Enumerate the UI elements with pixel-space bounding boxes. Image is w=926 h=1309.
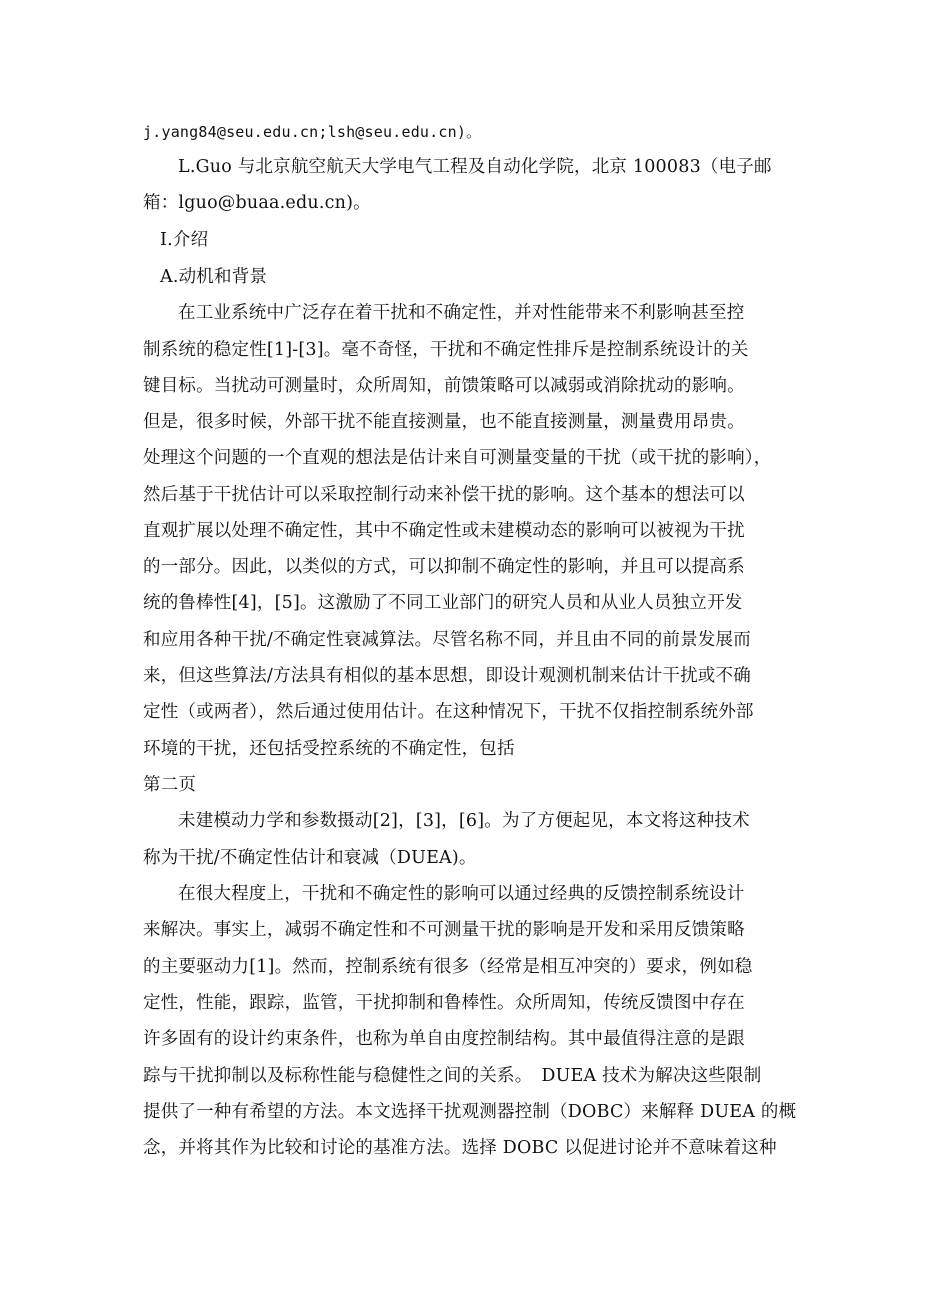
paragraph-line: 念，并将其作为比较和讨论的基准方法。选择 DOBC 以促进讨论并不意味着这种 <box>143 1138 777 1158</box>
paragraph-line: 许多固有的设计约束条件，也称为单自由度控制结构。其中最值得注意的是跟 <box>143 1029 745 1049</box>
paragraph-line: 然后基于干扰估计可以采取控制行动来补偿干扰的影响。这个基本的想法可以 <box>143 485 745 505</box>
paragraph-line: 环境的干扰，还包括受控系统的不确定性，包括 <box>143 739 515 759</box>
paragraph-line: 键目标。当扰动可测量时，众所周知，前馈策略可以减弱或消除扰动的影响。 <box>143 376 745 396</box>
affiliation-line: 箱：lguo@buaa.edu.cn)。 <box>143 193 371 213</box>
paragraph-line: 定性（或两者），然后通过使用估计。在这种情况下，干扰不仅指控制系统外部 <box>143 702 754 722</box>
affiliation-line: L.Guo 与北京航空航天大学电气工程及自动化学院，北京 100083（电子邮 <box>178 157 772 177</box>
subsection-heading: A.动机和背景 <box>160 267 268 287</box>
paragraph-line: 统的鲁棒性[4]，[5]。这激励了不同工业部门的研究人员和从业人员独立开发 <box>143 593 743 613</box>
paragraph-line: 处理这个问题的一个直观的想法是估计来自可测量变量的干扰（或干扰的影响）， <box>143 448 772 468</box>
section-heading: I.介绍 <box>160 230 209 250</box>
paragraph-line: 的一部分。因此，以类似的方式，可以抑制不确定性的影响，并且可以提高系 <box>143 557 745 577</box>
paragraph-line: 踪与干扰抑制以及标称性能与稳健性之间的关系。 DUEA 技术为解决这些限制 <box>143 1066 762 1086</box>
paragraph-line: 来，但这些算法/方法具有相似的基本思想，即设计观测机制来估计干扰或不确 <box>143 666 751 686</box>
page-marker: 第二页 <box>143 775 197 795</box>
paragraph-line: 但是，很多时候，外部干扰不能直接测量，也不能直接测量，测量费用昂贵。 <box>143 412 745 432</box>
paragraph-line: 在很大程度上，干扰和不确定性的影响可以通过经典的反馈控制系统设计 <box>178 884 745 904</box>
paragraph-line: 和应用各种干扰/不确定性衰减算法。尽管名称不同，并且由不同的前景发展而 <box>143 630 751 650</box>
paragraph-line: 在工业系统中广泛存在着干扰和不确定性，并对性能带来不利影响甚至控 <box>178 303 745 323</box>
paragraph-line: 未建模动力学和参数摄动[2]，[3]，[6]。为了方便起见，本文将这种技术 <box>178 811 750 831</box>
paragraph-line: 制系统的稳定性[1]-[3]。毫不奇怪，干扰和不确定性排斥是控制系统设计的关 <box>143 340 749 360</box>
paragraph-line: 直观扩展以处理不确定性，其中不确定性或未建模动态的影响可以被视为干扰 <box>143 521 745 541</box>
paragraph-line: 定性，性能，跟踪，监管，干扰抑制和鲁棒性。众所周知，传统反馈图中存在 <box>143 993 745 1013</box>
paragraph-line: 来解决。事实上，减弱不确定性和不可测量干扰的影响是开发和采用反馈策略 <box>143 920 745 940</box>
paragraph-line: 的主要驱动力[1]。然而，控制系统有很多（经常是相互冲突的）要求，例如稳 <box>143 957 753 977</box>
paragraph-line: 称为干扰/不确定性估计和衰减（DUEA)。 <box>143 848 477 868</box>
paragraph-line: 提供了一种有希望的方法。本文选择干扰观测器控制（DOBC）来解释 DUEA 的概 <box>143 1102 797 1122</box>
email-line: j.yang84@seu.edu.cn;lsh@seu.edu.cn)。 <box>143 123 482 141</box>
